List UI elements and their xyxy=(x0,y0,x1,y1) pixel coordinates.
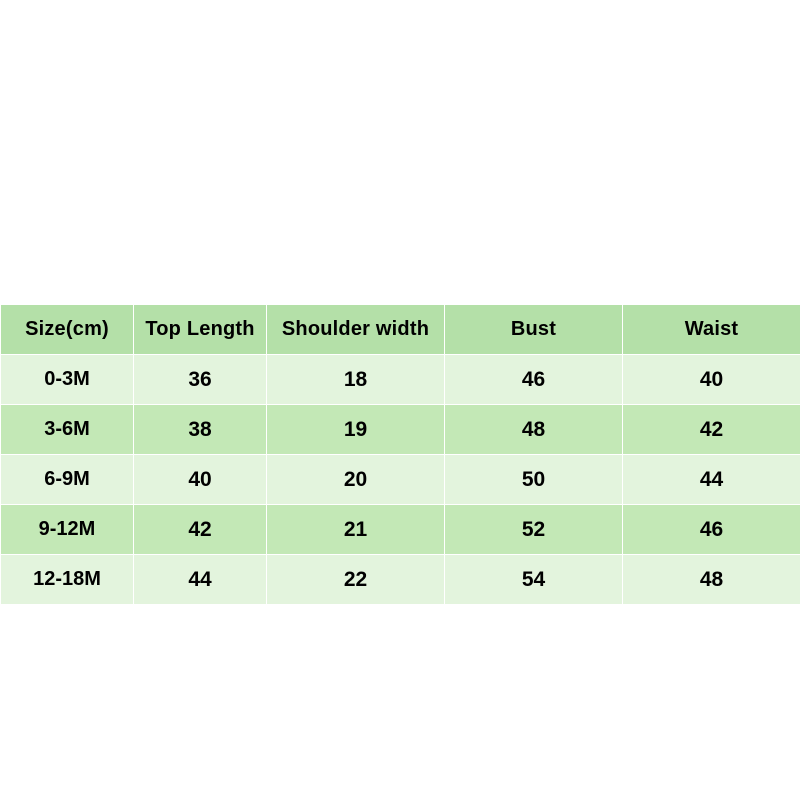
cell-bust: 50 xyxy=(445,455,623,505)
table-header-row xyxy=(1,305,800,355)
cell-bust: 52 xyxy=(445,505,623,555)
cell-bust: 46 xyxy=(445,355,623,405)
cell-shoulder-width: 21 xyxy=(267,505,445,555)
cell-size: 6-9M xyxy=(1,455,134,505)
column-header-shoulder-width: Shoulder width xyxy=(267,305,445,355)
cell-shoulder-width: 19 xyxy=(267,405,445,455)
cell-size: 3-6M xyxy=(1,405,134,455)
cell-size: 0-3M xyxy=(1,355,134,405)
cell-size: 12-18M xyxy=(1,555,134,605)
cell-top-length: 44 xyxy=(134,555,267,605)
table-header xyxy=(1,305,800,355)
table-row xyxy=(1,405,800,455)
table-row xyxy=(1,455,800,505)
table-row xyxy=(1,355,800,405)
cell-bust: 48 xyxy=(445,405,623,455)
cell-top-length: 42 xyxy=(134,505,267,555)
cell-waist: 48 xyxy=(623,555,800,605)
cell-shoulder-width: 22 xyxy=(267,555,445,605)
table-row xyxy=(1,555,800,605)
size-chart-table xyxy=(0,304,800,605)
size-chart-container xyxy=(0,304,800,605)
cell-waist: 40 xyxy=(623,355,800,405)
cell-waist: 46 xyxy=(623,505,800,555)
cell-top-length: 36 xyxy=(134,355,267,405)
column-header-size: Size(cm) xyxy=(1,305,134,355)
cell-waist: 44 xyxy=(623,455,800,505)
cell-top-length: 38 xyxy=(134,405,267,455)
cell-bust: 54 xyxy=(445,555,623,605)
table-row xyxy=(1,505,800,555)
column-header-bust: Bust xyxy=(445,305,623,355)
column-header-waist: Waist xyxy=(623,305,800,355)
column-header-top-length: Top Length xyxy=(134,305,267,355)
table-body xyxy=(1,355,800,605)
cell-shoulder-width: 18 xyxy=(267,355,445,405)
cell-waist: 42 xyxy=(623,405,800,455)
cell-top-length: 40 xyxy=(134,455,267,505)
cell-size: 9-12M xyxy=(1,505,134,555)
cell-shoulder-width: 20 xyxy=(267,455,445,505)
